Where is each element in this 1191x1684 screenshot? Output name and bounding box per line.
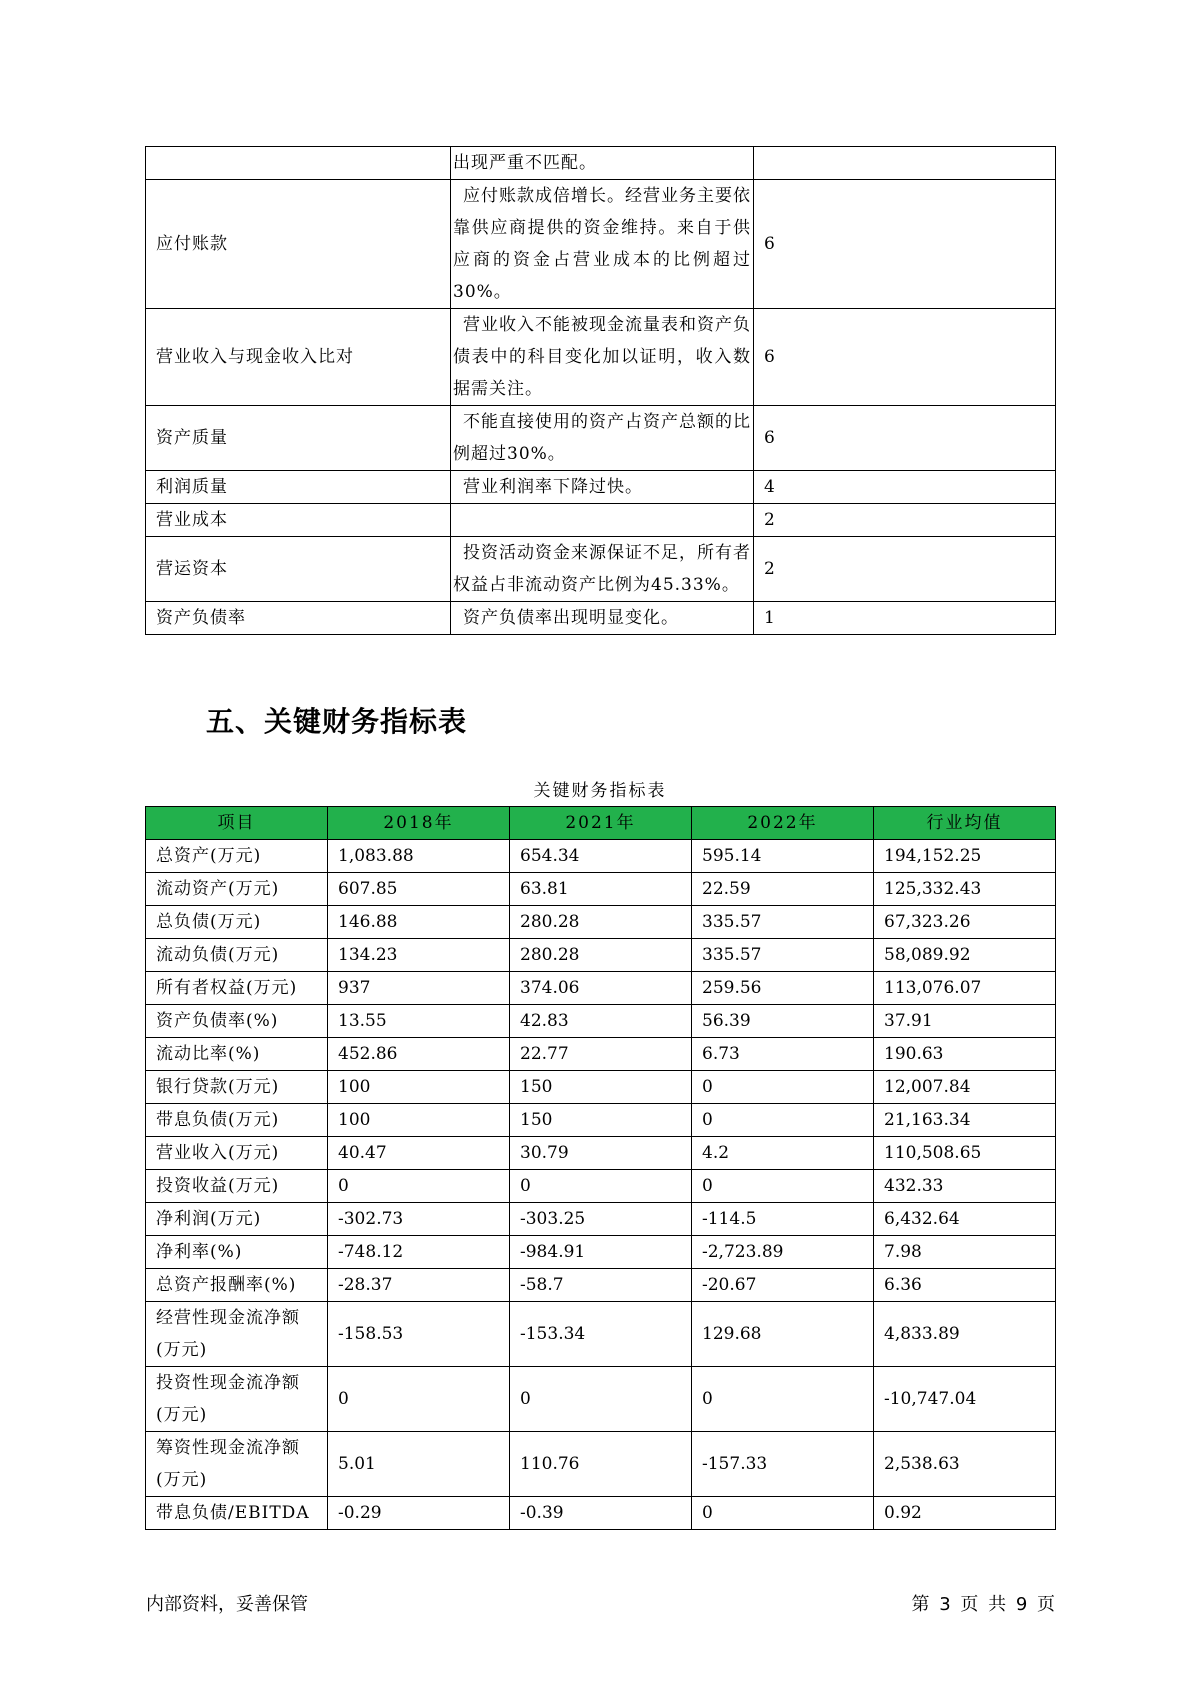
column-header: 2022年 <box>692 807 874 840</box>
risk-item-name: 营业成本 <box>146 504 451 537</box>
risk-item-description-text: 出现严重不匹配。 <box>453 153 597 173</box>
risk-item-score: 1 <box>754 602 1056 635</box>
row-label: 总负债(万元) <box>146 906 328 939</box>
table-cell: 110.76 <box>510 1432 692 1497</box>
table-row <box>146 1432 1056 1497</box>
column-header: 2018年 <box>328 807 510 840</box>
table-cell: 100 <box>328 1071 510 1104</box>
risk-item-name: 应付账款 <box>146 180 451 309</box>
row-label: 银行贷款(万元) <box>146 1071 328 1104</box>
table-row <box>146 873 1056 906</box>
table-cell: 110,508.65 <box>874 1137 1056 1170</box>
table-row <box>146 972 1056 1005</box>
table-cell: -20.67 <box>692 1269 874 1302</box>
table-cell: -302.73 <box>328 1203 510 1236</box>
table-cell: -984.91 <box>510 1236 692 1269</box>
risk-item-score: 4 <box>754 471 1056 504</box>
table-cell: 37.91 <box>874 1005 1056 1038</box>
risk-item-description <box>451 602 754 635</box>
table-cell: 12,007.84 <box>874 1071 1056 1104</box>
table-cell: -114.5 <box>692 1203 874 1236</box>
table-cell: 654.34 <box>510 840 692 873</box>
table-cell: 5.01 <box>328 1432 510 1497</box>
table-cell: 22.77 <box>510 1038 692 1071</box>
table-cell: 335.57 <box>692 906 874 939</box>
risk-item-description-text: 营业利润率下降过快。 <box>463 477 643 497</box>
table-cell: -2,723.89 <box>692 1236 874 1269</box>
risk-item-score: 6 <box>754 406 1056 471</box>
table-cell: 63.81 <box>510 873 692 906</box>
risk-row <box>146 180 1056 309</box>
table-cell: 4.2 <box>692 1137 874 1170</box>
table-cell: -0.29 <box>328 1497 510 1530</box>
table-cell: 13.55 <box>328 1005 510 1038</box>
row-label: 净利润(万元) <box>146 1203 328 1236</box>
risk-row <box>146 504 1056 537</box>
column-header: 行业均值 <box>874 807 1056 840</box>
table-cell: 134.23 <box>328 939 510 972</box>
row-label: 投资收益(万元) <box>146 1170 328 1203</box>
risk-row <box>146 471 1056 504</box>
table-cell: 0 <box>510 1170 692 1203</box>
table-cell: -303.25 <box>510 1203 692 1236</box>
column-header: 2021年 <box>510 807 692 840</box>
row-label: 经营性现金流净额(万元) <box>146 1302 328 1367</box>
table-cell: 150 <box>510 1104 692 1137</box>
risk-item-name: 资产质量 <box>146 406 451 471</box>
table-cell: 22.59 <box>692 873 874 906</box>
table-cell: 374.06 <box>510 972 692 1005</box>
row-label: 投资性现金流净额(万元) <box>146 1367 328 1432</box>
table-cell: -10,747.04 <box>874 1367 1056 1432</box>
table-cell: 0 <box>328 1170 510 1203</box>
table-row <box>146 1269 1056 1302</box>
table-cell: 67,323.26 <box>874 906 1056 939</box>
table-row <box>146 1005 1056 1038</box>
table-cell: 0 <box>692 1497 874 1530</box>
table-cell: 595.14 <box>692 840 874 873</box>
table-cell: 30.79 <box>510 1137 692 1170</box>
table-cell: 58,089.92 <box>874 939 1056 972</box>
table-cell: 42.83 <box>510 1005 692 1038</box>
risk-item-name <box>146 147 451 180</box>
table-cell: 937 <box>328 972 510 1005</box>
risk-item-score: 6 <box>754 309 1056 406</box>
table-cell: 6.73 <box>692 1038 874 1071</box>
row-label: 流动负债(万元) <box>146 939 328 972</box>
table-cell: 0.92 <box>874 1497 1056 1530</box>
table-cell: 1,083.88 <box>328 840 510 873</box>
risk-item-score: 2 <box>754 504 1056 537</box>
risk-item-description <box>451 504 754 537</box>
table-cell: 125,332.43 <box>874 873 1056 906</box>
table-cell: 0 <box>510 1367 692 1432</box>
risk-item-table-body <box>146 147 1056 635</box>
table-row <box>146 1497 1056 1530</box>
table-cell: 194,152.25 <box>874 840 1056 873</box>
row-label: 所有者权益(万元) <box>146 972 328 1005</box>
row-label: 带息负债(万元) <box>146 1104 328 1137</box>
table-cell: 21,163.34 <box>874 1104 1056 1137</box>
risk-item-score <box>754 147 1056 180</box>
table-row <box>146 1302 1056 1367</box>
table-cell: -158.53 <box>328 1302 510 1367</box>
table-row <box>146 1038 1056 1071</box>
table-row <box>146 1104 1056 1137</box>
table-row <box>146 1203 1056 1236</box>
table-cell: 259.56 <box>692 972 874 1005</box>
row-label: 资产负债率(%) <box>146 1005 328 1038</box>
table-cell: 150 <box>510 1071 692 1104</box>
risk-item-score: 6 <box>754 180 1056 309</box>
row-label: 净利率(%) <box>146 1236 328 1269</box>
risk-row <box>146 147 1056 180</box>
table-cell: 0 <box>692 1104 874 1137</box>
table-cell: 100 <box>328 1104 510 1137</box>
table-cell: 432.33 <box>874 1170 1056 1203</box>
table-cell: 113,076.07 <box>874 972 1056 1005</box>
table-cell: 335.57 <box>692 939 874 972</box>
risk-item-name: 资产负债率 <box>146 602 451 635</box>
table-cell: -748.12 <box>328 1236 510 1269</box>
risk-item-score: 2 <box>754 537 1056 602</box>
risk-item-description-text: 资产负债率出现明显变化。 <box>463 608 679 628</box>
table-row <box>146 1071 1056 1104</box>
table-cell: 0 <box>328 1367 510 1432</box>
table-cell: 607.85 <box>328 873 510 906</box>
risk-item-description <box>451 180 754 309</box>
risk-row <box>146 602 1056 635</box>
risk-row <box>146 406 1056 471</box>
table-row <box>146 906 1056 939</box>
table-header <box>146 807 1056 840</box>
table-cell: 4,833.89 <box>874 1302 1056 1367</box>
table-cell: 56.39 <box>692 1005 874 1038</box>
table-cell: -58.7 <box>510 1269 692 1302</box>
table-row <box>146 840 1056 873</box>
risk-row <box>146 537 1056 602</box>
table-header-row <box>146 807 1056 840</box>
risk-item-name: 利润质量 <box>146 471 451 504</box>
row-label: 带息负债/EBITDA <box>146 1497 328 1530</box>
table-cell: 190.63 <box>874 1038 1056 1071</box>
row-label: 营业收入(万元) <box>146 1137 328 1170</box>
table-cell: -28.37 <box>328 1269 510 1302</box>
table-cell: 2,538.63 <box>874 1432 1056 1497</box>
section-heading: 五、关键财务指标表 <box>206 705 468 738</box>
risk-item-description <box>451 147 754 180</box>
risk-item-description <box>451 471 754 504</box>
table-row <box>146 1367 1056 1432</box>
table-cell: 0 <box>692 1367 874 1432</box>
risk-item-description-text: 应付账款成倍增长。经营业务主要依靠供应商提供的资金维持。来自于供应商的资金占营业成本的比例超过30%。 <box>453 186 751 302</box>
table-cell: 7.98 <box>874 1236 1056 1269</box>
table-cell: 129.68 <box>692 1302 874 1367</box>
table-cell: -157.33 <box>692 1432 874 1497</box>
table-body <box>146 840 1056 1530</box>
risk-item-description <box>451 406 754 471</box>
table-cell: -153.34 <box>510 1302 692 1367</box>
footer-page-number: 第 3 页 共 9 页 <box>911 1594 1055 1615</box>
row-label: 流动资产(万元) <box>146 873 328 906</box>
column-header: 项目 <box>146 807 328 840</box>
risk-item-description <box>451 309 754 406</box>
risk-row <box>146 309 1056 406</box>
row-label: 总资产(万元) <box>146 840 328 873</box>
row-label: 总资产报酬率(%) <box>146 1269 328 1302</box>
table-cell: 452.86 <box>328 1038 510 1071</box>
table-cell: 6.36 <box>874 1269 1056 1302</box>
risk-item-name: 营运资本 <box>146 537 451 602</box>
table-cell: 280.28 <box>510 939 692 972</box>
risk-item-description-text: 营业收入不能被现金流量表和资产负债表中的科目变化加以证明，收入数据需关注。 <box>453 315 751 399</box>
key-financial-indicators-table <box>145 806 1056 1530</box>
risk-item-description <box>451 537 754 602</box>
table-row <box>146 939 1056 972</box>
table-row <box>146 1236 1056 1269</box>
table-caption: 关键财务指标表 <box>533 781 667 801</box>
row-label: 筹资性现金流净额(万元) <box>146 1432 328 1497</box>
table-row <box>146 1137 1056 1170</box>
table-cell: 0 <box>692 1071 874 1104</box>
table-cell: 40.47 <box>328 1137 510 1170</box>
risk-item-table <box>145 146 1056 635</box>
table-row <box>146 1170 1056 1203</box>
table-cell: 6,432.64 <box>874 1203 1056 1236</box>
risk-item-name: 营业收入与现金收入比对 <box>146 309 451 406</box>
risk-item-description-text: 不能直接使用的资产占资产总额的比例超过30%。 <box>453 412 751 464</box>
table-cell: 0 <box>692 1170 874 1203</box>
table-cell: 280.28 <box>510 906 692 939</box>
risk-item-description-text: 投资活动资金来源保证不足，所有者权益占非流动资产比例为45.33%。 <box>453 543 751 595</box>
footer-confidential-note: 内部资料，妥善保管 <box>146 1594 308 1615</box>
row-label: 流动比率(%) <box>146 1038 328 1071</box>
table-cell: -0.39 <box>510 1497 692 1530</box>
table-cell: 146.88 <box>328 906 510 939</box>
